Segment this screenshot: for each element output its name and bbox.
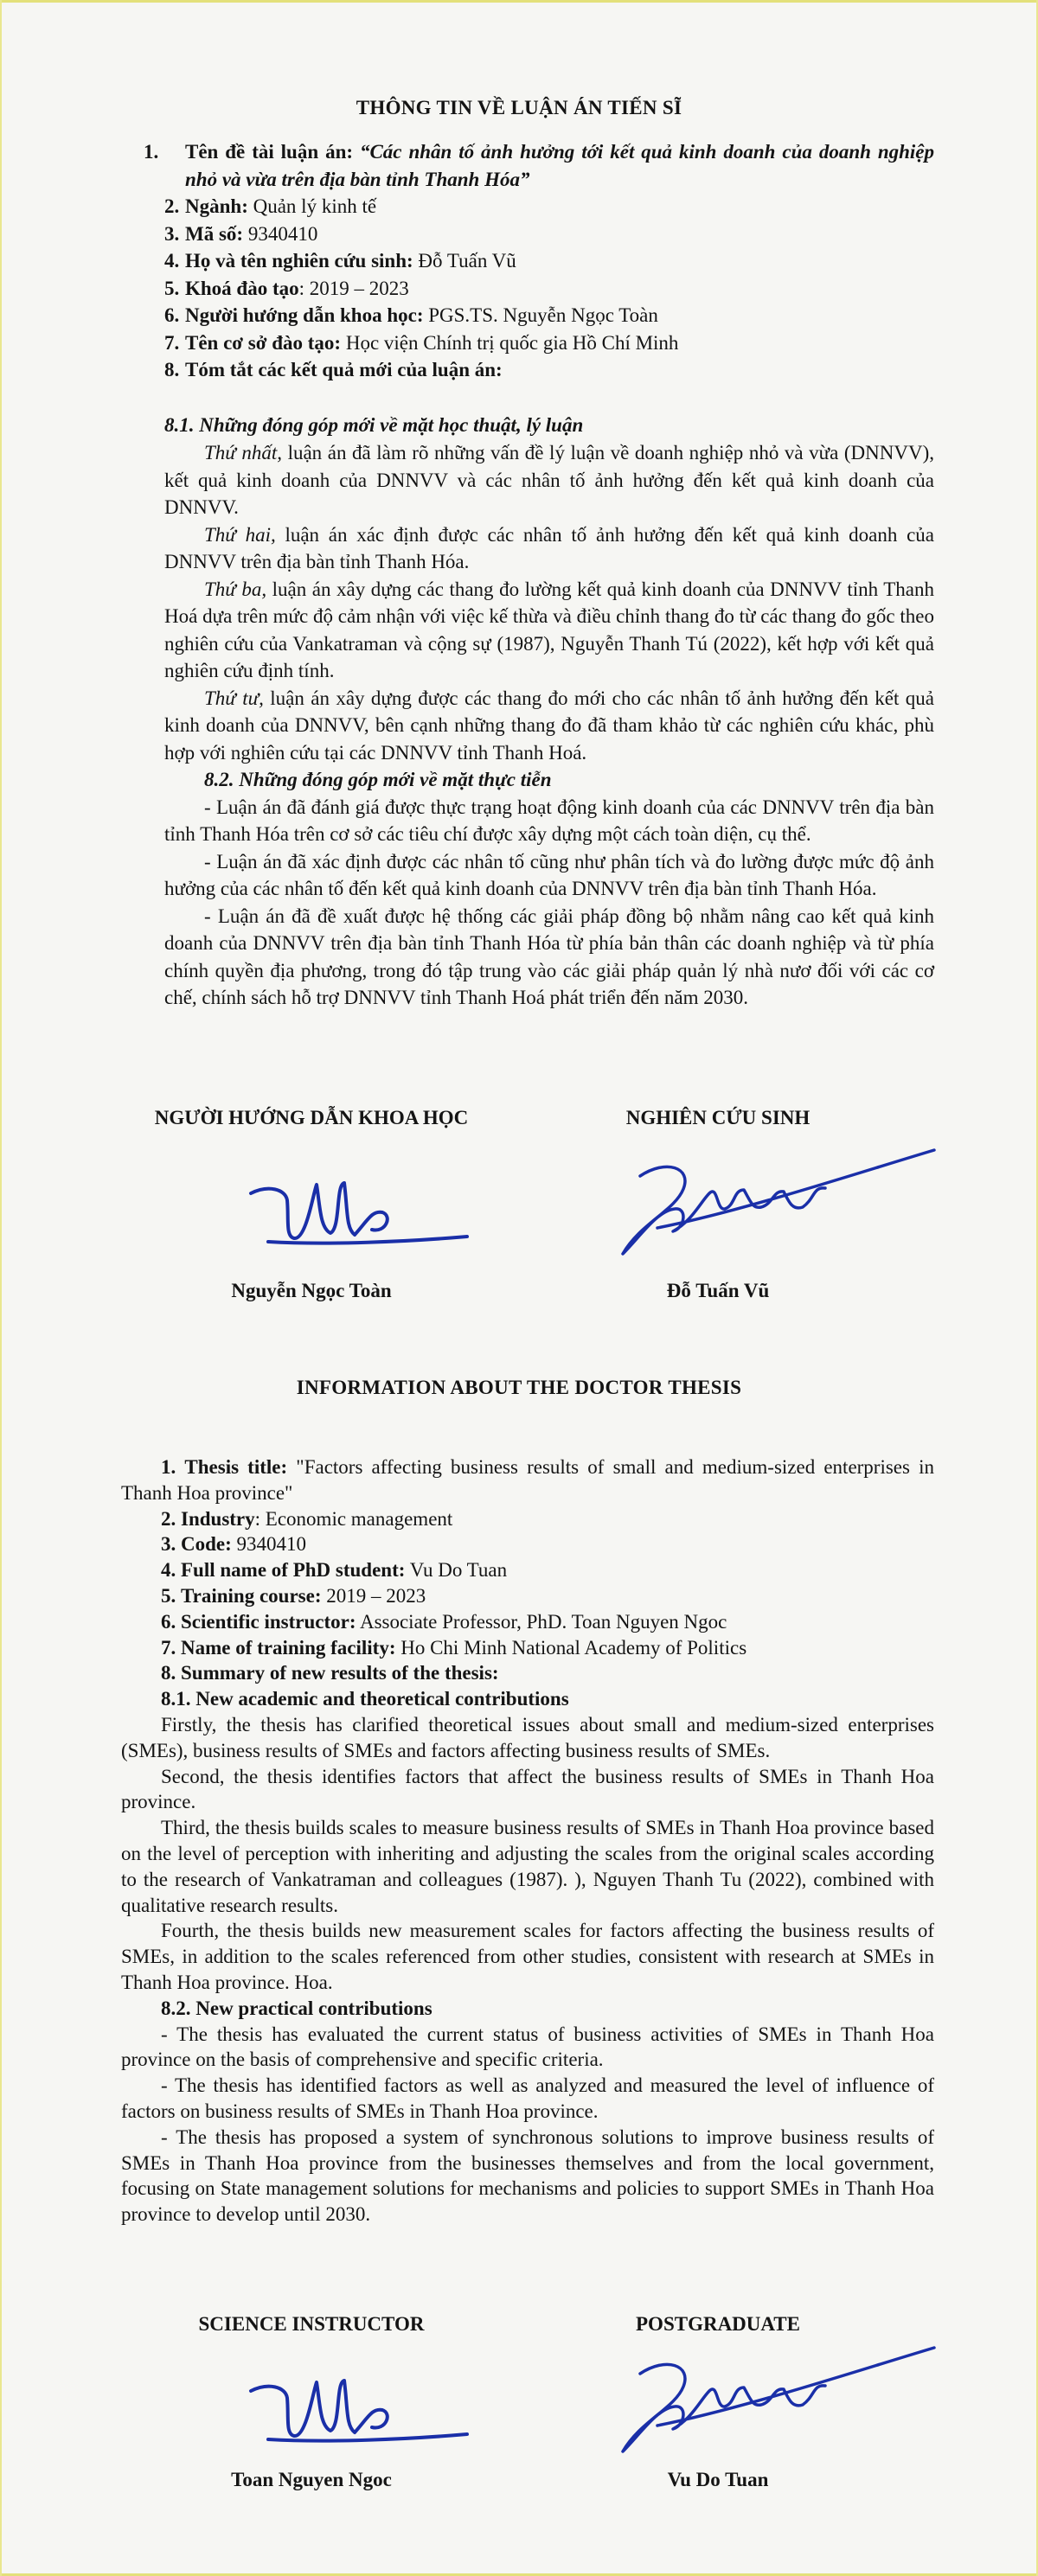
vn-item-2: 2. Ngành: Quản lý kinh tế <box>164 195 377 217</box>
vn-para-5: - Luận án đã đánh giá được thực trạng hoạt động kinh doanh của các DNNVV trên địa bàn tỉnh Thanh Hóa trên cơ sở các tiêu chí được xây dựng một cách toàn diện, cụ thể. <box>164 796 934 845</box>
vn-para-3: Thứ ba, luận án xây dựng các thang đo lường kết quả kinh doanh của DNNVV tỉnh Thanh Hoá dựa trên mức độ cảm nhận với việc kế thừa và điều chỉnh thang đo từ các thang đo gốc theo nghiên cứu của Vankatraman và cộng sự (1987), Nguyễn Thanh Tú (2022), kết hợp với kết quả nghiên cứu định tính. <box>164 578 934 681</box>
vn-item-3: 3. Mã số: 9340410 <box>164 222 318 245</box>
en-heading: INFORMATION ABOUT THE DOCTOR THESIS <box>296 1377 742 1398</box>
vn-heading: THÔNG TIN VỀ LUẬN ÁN TIẾN SĨ <box>356 97 682 118</box>
en-signature-right <box>588 2339 952 2469</box>
vn-s82-title: 8.2. Những đóng góp mới về mặt thực tiễn <box>204 769 552 790</box>
en-item-1: 1. Thesis title: "Factors affecting business results of small and medium-sized enterprises in Thanh Hoa province" <box>121 1456 935 1504</box>
en-para-5: - The thesis has evaluated the current status of business activities of SMEs in Thanh Hoa province on the basis of comprehensive and specific criteria. <box>121 2023 934 2071</box>
en-para-2: Second, the thesis identifies factors that affect the business results of SMEs in Thanh Hoa province. <box>121 1765 934 1813</box>
left-edge <box>0 0 2 2576</box>
en-item-2: 2. Industry: Economic management <box>161 1507 453 1530</box>
vn-para-2: Thứ hai, luận án xác định được các nhân tố ảnh hưởng đến kết quả kinh doanh của DNNVV trên địa bàn tỉnh Thanh Hóa. <box>164 523 934 572</box>
vn-para-7: - Luận án đã đề xuất được hệ thống các giải pháp đồng bộ nhằm nâng cao kết quả kinh doanh của DNNVV trên địa bàn tỉnh Thanh Hóa từ phía bản thân các doanh nghiệp và từ phía chính quyền địa phương, trong đó tập trung vào các giải pháp quản lý nhà nươ đối với các cơ chế, chính sách hỗ trợ DNNVV tỉnh Thanh Hoá phát triển đến năm 2030. <box>164 904 934 1008</box>
en-sig-right-title: POSTGRADUATE <box>636 2313 800 2335</box>
en-para-4: Fourth, the thesis builds new measurement scales for factors affecting the business results of SMEs, in addition to the scales referenced from other studies, consistent with research at SMEs in Thanh Hoa province. Hoa. <box>121 1920 934 1993</box>
en-sig-left-name: Toan Nguyen Ngoc <box>231 2469 392 2490</box>
top-border <box>0 0 1038 3</box>
vn-item-5: 5. Khoá đào tạo: 2019 – 2023 <box>164 277 409 299</box>
en-signature-left <box>234 2356 493 2451</box>
en-s81-title: 8.1. New academic and theoretical contributions <box>161 1688 569 1710</box>
en-item-8: 8. Summary of new results of the thesis: <box>161 1662 499 1684</box>
vn-s81-body <box>164 439 934 1012</box>
en-item-3: 3. Code: 9340410 <box>161 1533 307 1556</box>
vn-sig-right-name: Đỗ Tuấn Vũ <box>666 1280 770 1301</box>
vn-signature-right <box>588 1141 952 1271</box>
vn-para-4: Thứ tư, luận án xây dựng được các thang đo mới cho các nhân tố ảnh hưởng đến kết quả kinh doanh của DNNVV, bên cạnh những thang đo đã tham khảo từ các nghiên cứu khác, phù hợp với nghiên cứu tại các DNNVV tỉnh Thanh Hoá. <box>164 687 934 764</box>
en-item-5: 5. Training course: 2019 – 2023 <box>161 1584 426 1607</box>
en-sig-right-name: Vu Do Tuan <box>667 2469 769 2490</box>
vn-body <box>144 138 935 384</box>
en-sig-left-title: SCIENCE INSTRUCTOR <box>198 2313 425 2335</box>
vn-signature-left <box>234 1159 493 1254</box>
vn-s81-title: 8.1. Những đóng góp mới về mặt học thuật, lý luận <box>164 414 584 436</box>
vn-item-1: 1. Tên đề tài luận án: “Các nhân tố ảnh hưởng tới kết quả kinh doanh của doanh nghiệp nhỏ và vừa trên địa bàn tỉnh Thanh Hóa” <box>144 141 935 190</box>
en-para-6: - The thesis has identified factors as well as analyzed and measured the level of influence of factors on business results of SMEs in Thanh Hoa province. <box>121 2074 934 2122</box>
en-item-4: 4. Full name of PhD student: Vu Do Tuan <box>161 1559 508 1582</box>
vn-item-4: 4. Họ và tên nghiên cứu sinh: Đỗ Tuấn Vũ <box>164 250 516 272</box>
vn-item-6: 6. Người hướng dẫn khoa học: PGS.TS. Nguyễn Ngọc Toàn <box>164 304 658 326</box>
vn-para-1: Thứ nhất, luận án đã làm rõ những vấn đề lý luận về doanh nghiệp nhỏ và vừa (DNNVV), kết quả kinh doanh của DNNVV và các nhân tố ảnh hưởng đến kết quả kinh doanh của DNNVV. <box>164 442 934 518</box>
vn-sig-left-name: Nguyễn Ngọc Toàn <box>231 1280 392 1301</box>
en-para-7: - The thesis has proposed a system of synchronous solutions to improve business results of SMEs in Thanh Hoa province from the businesses themselves and from the local government, focusing on State management solutions for mechanisms and policies to support SMEs in Thanh Hoa province to develop until 2030. <box>121 2125 934 2226</box>
vn-sig-right-title: NGHIÊN CỨU SINH <box>625 1107 811 1128</box>
vn-item-7: 7. Tên cơ sở đào tạo: Học viện Chính trị quốc gia Hồ Chí Minh <box>164 331 679 354</box>
en-item-6: 6. Scientific instructor: Associate Professor, PhD. Toan Nguyen Ngoc <box>161 1610 727 1633</box>
en-item-7: 7. Name of training facility: Ho Chi Minh National Academy of Politics <box>161 1636 747 1659</box>
vn-item-8: 8. Tóm tắt các kết quả mới của luận án: <box>164 359 503 380</box>
en-para-1: Firstly, the thesis has clarified theoretical issues about small and medium-sized enterprises (SMEs), business results of SMEs and factors affecting business results of SMEs. <box>121 1713 934 1761</box>
en-para-3: Third, the thesis builds scales to measure business results of SMEs in Thanh Hoa province based on the level of perception with inheriting and adjusting the scales from the original scales according to the research of Vankatraman and colleagues (1987). ), Nguyen Thanh Tu (2022), combined with qualitative research results. <box>121 1817 934 1916</box>
en-body <box>121 1454 934 2228</box>
vn-para-6: - Luận án đã xác định được các nhân tố cũng như phân tích và đo lường được mức độ ảnh hưởng của các nhân tố đến kết quả kinh doanh của DNNVV trên địa bàn tỉnh Thanh Hóa. <box>164 850 934 899</box>
en-s82-title: 8.2. New practical contributions <box>161 1997 432 2019</box>
vn-sig-left-title: NGƯỜI HƯỚNG DẪN KHOA HỌC <box>154 1107 469 1128</box>
